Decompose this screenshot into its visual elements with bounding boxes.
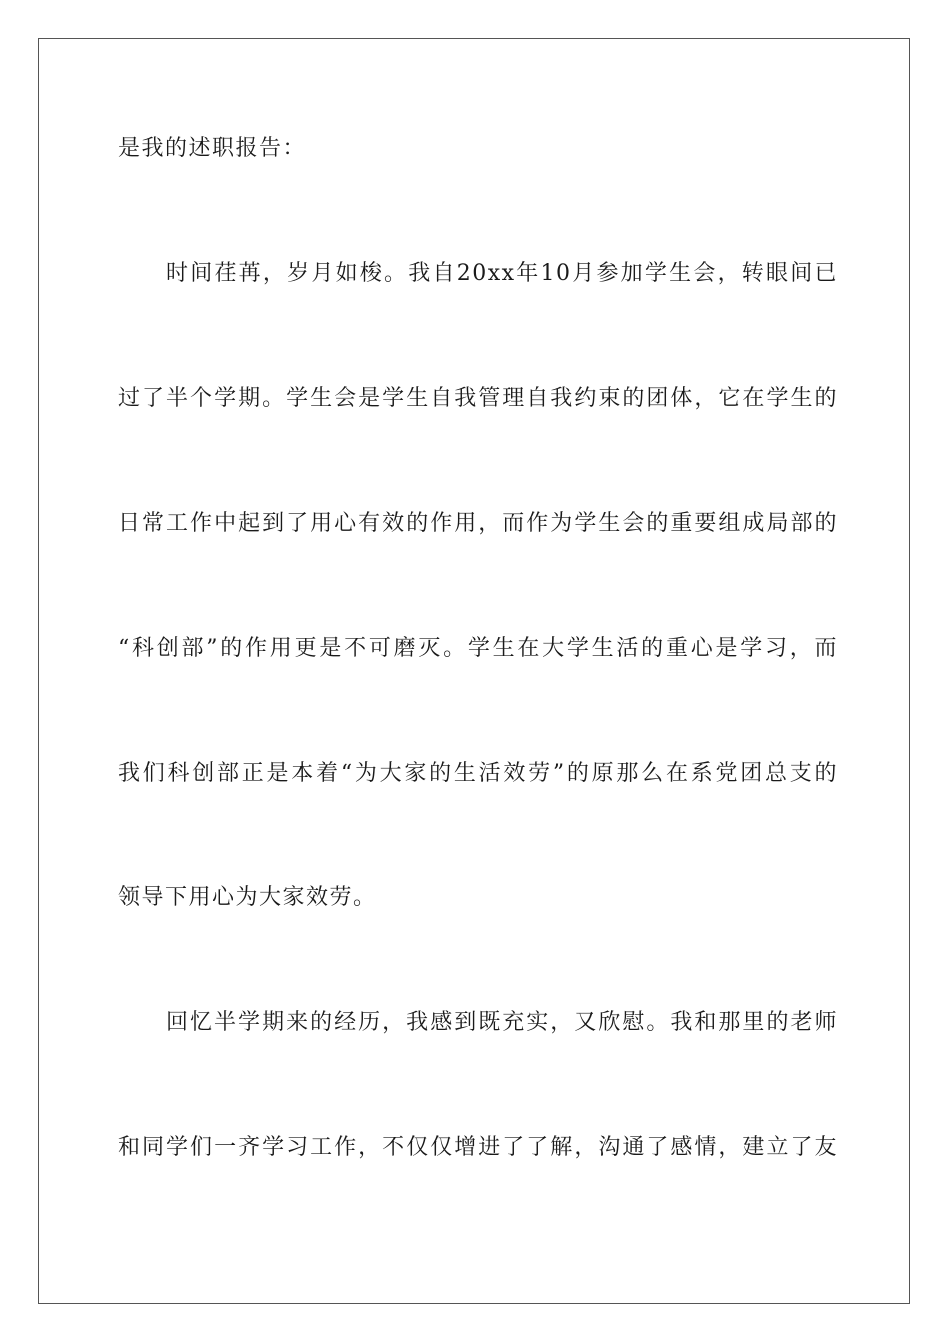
text-line-6: 我们科创部正是本着“为大家的生活效劳”的原那么在系党团总支的 xyxy=(118,761,838,786)
page-border xyxy=(38,38,910,1304)
text-line-4: 日常工作中起到了用心有效的作用，而作为学生会的重要组成局部的 xyxy=(118,511,838,536)
text-line-3: 过了半个学期。学生会是学生自我管理自我约束的团体，它在学生的 xyxy=(118,386,838,411)
text-line-8: 回忆半学期来的经历，我感到既充实，又欣慰。我和那里的老师 xyxy=(166,1010,838,1035)
text-line-1: 是我的述职报告： xyxy=(118,136,307,161)
text-line-5: “科创部”的作用更是不可磨灭。学生在大学生活的重心是学习，而 xyxy=(118,636,838,661)
text-line-2: 时间荏苒，岁月如梭。我自20xx年10月参加学生会，转眼间已 xyxy=(166,261,838,286)
text-line-7: 领导下用心为大家效劳。 xyxy=(118,885,377,910)
text-line-9: 和同学们一齐学习工作，不仅仅增进了了解，沟通了感情，建立了友 xyxy=(118,1135,838,1160)
